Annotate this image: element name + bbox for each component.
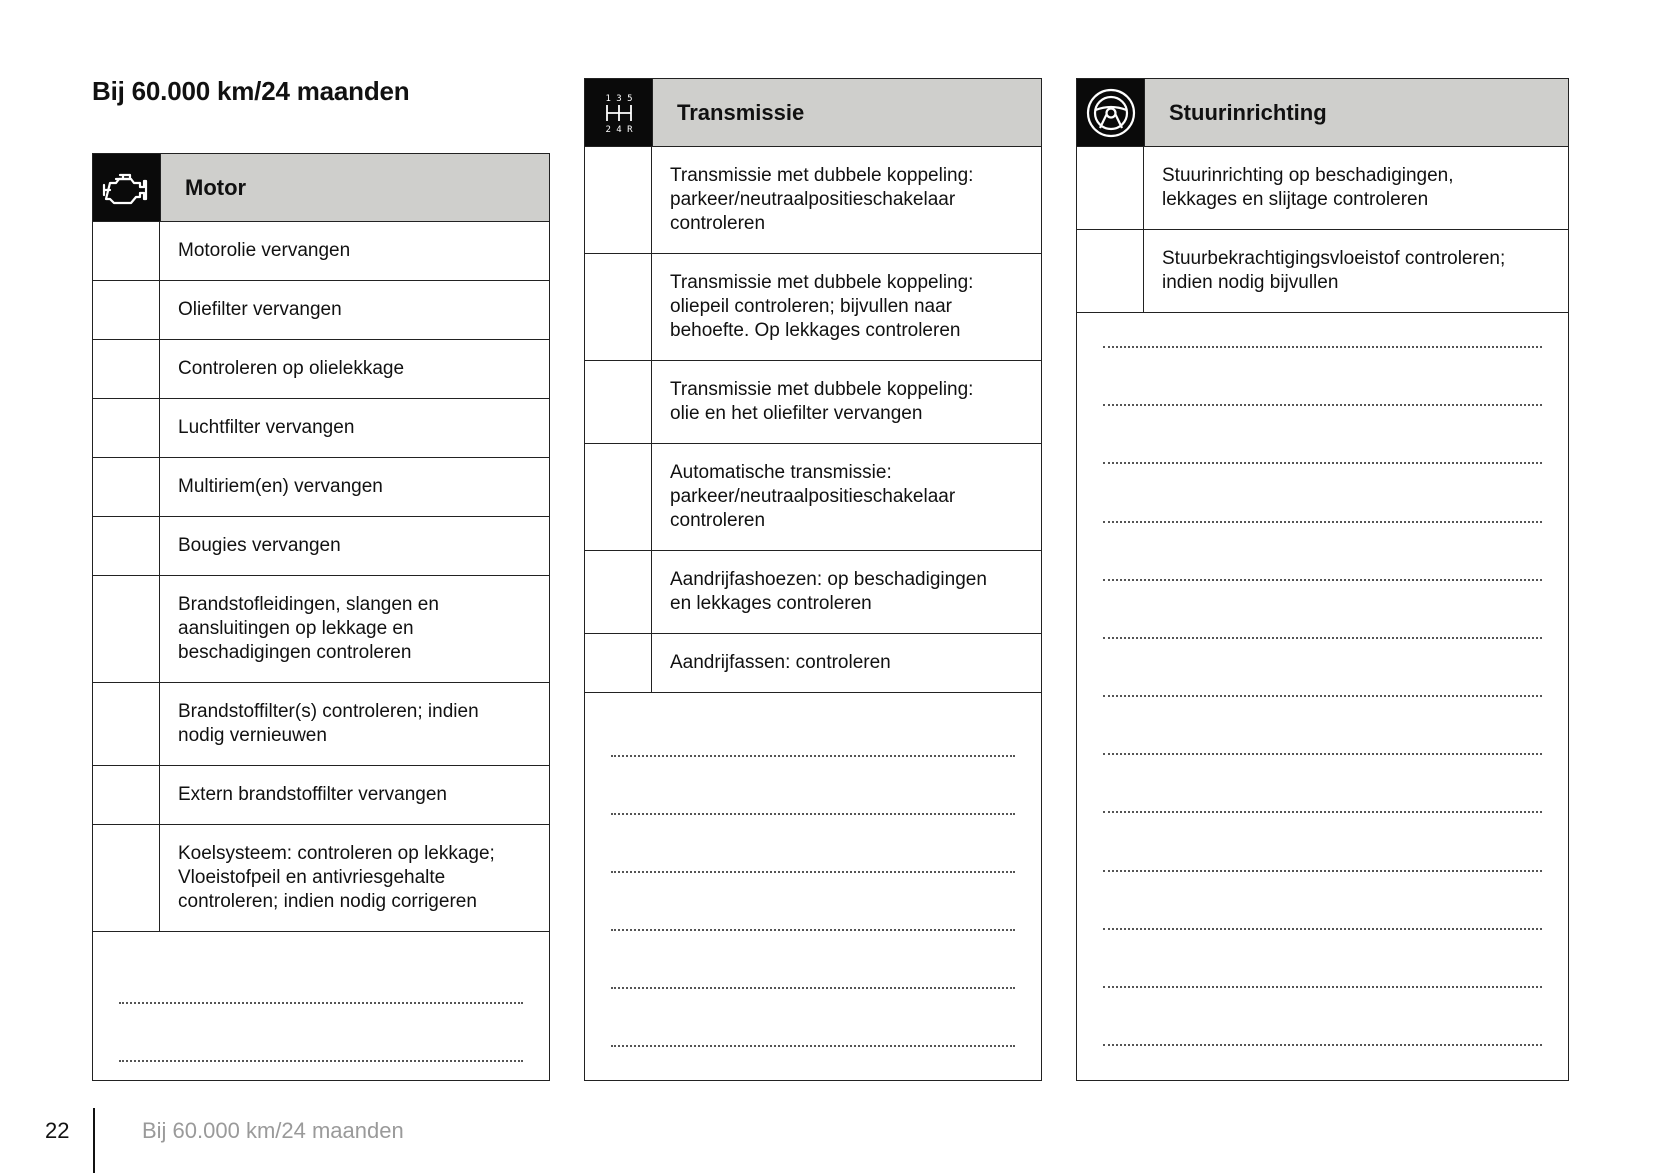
- stuurinrichting-panel: [1076, 78, 1569, 1081]
- note-line: [1103, 346, 1542, 348]
- checkbox-cell[interactable]: [93, 281, 160, 339]
- list-item: [93, 766, 549, 825]
- note-line: [611, 755, 1015, 757]
- gear-label-bottom: 2 4 R: [604, 124, 633, 135]
- transmissie-list: [585, 147, 1041, 693]
- item-text: Extern brandstoffilter vervangen: [178, 784, 447, 805]
- transmissie-header: [585, 79, 1041, 147]
- checkbox-cell[interactable]: [585, 147, 652, 253]
- checkbox-cell[interactable]: [93, 222, 160, 280]
- note-line: [1103, 1044, 1542, 1046]
- checkbox-cell[interactable]: [93, 825, 160, 931]
- item-text: Stuurinrichting op beschadigingen, lekkages en slijtage controleren: [1162, 165, 1454, 210]
- item-text: Aandrijfashoezen: op beschadigingen en lekkages controleren: [670, 569, 987, 614]
- item-text: Motorolie vervangen: [178, 240, 351, 261]
- gear-shift-icon: [585, 79, 653, 146]
- stuurinrichting-title: Stuurinrichting: [1169, 99, 1327, 125]
- note-line: [1103, 521, 1542, 523]
- item-text: Multiriem(en) vervangen: [178, 476, 383, 497]
- checkbox-cell[interactable]: [93, 517, 160, 575]
- note-line: [1103, 579, 1542, 581]
- item-text: Stuurbekrachtigingsvloeistof controleren; indien nodig bijvullen: [1162, 248, 1506, 293]
- stuurinrichting-list: [1077, 147, 1568, 313]
- note-line: [1103, 404, 1542, 406]
- item-text: Brandstoffilter(s) controleren; indien nodig vernieuwen: [178, 701, 479, 746]
- checkbox-cell[interactable]: [93, 576, 160, 682]
- list-item: [93, 281, 549, 340]
- note-line: [119, 1002, 523, 1004]
- motor-title: Motor: [185, 174, 247, 200]
- notes-area[interactable]: [1077, 313, 1568, 1078]
- list-item: [93, 825, 549, 932]
- item-text: Aandrijfassen: controleren: [670, 652, 891, 673]
- list-item: [93, 683, 549, 766]
- notes-area[interactable]: [585, 693, 1041, 1081]
- list-item: [1077, 147, 1568, 230]
- footer-title: Bij 60.000 km/24 maanden: [142, 1118, 404, 1143]
- list-item: [1077, 230, 1568, 313]
- checkbox-cell[interactable]: [1077, 230, 1144, 312]
- list-item: [585, 254, 1041, 361]
- note-line: [1103, 928, 1542, 930]
- item-text: Transmissie met dubbele koppeling: parkeer/neutraalpositieschakelaar controleren: [670, 165, 974, 234]
- item-text: Controleren op olielekkage: [178, 358, 405, 379]
- item-text: Luchtfilter vervangen: [178, 417, 355, 438]
- item-text: Koelsysteem: controleren op lekkage; Vloeistofpeil en antivriesgehalte controleren; indien nodig corrigeren: [178, 843, 495, 912]
- transmissie-panel: [584, 78, 1042, 1081]
- item-text: Bougies vervangen: [178, 535, 341, 556]
- checkbox-cell[interactable]: [585, 444, 652, 550]
- list-item: [585, 444, 1041, 551]
- motor-panel: [92, 153, 550, 1081]
- item-text: Brandstofleidingen, slangen en aansluitingen op lekkage en beschadigingen controleren: [178, 594, 439, 663]
- list-item: [93, 340, 549, 399]
- page-number: 22: [45, 1118, 70, 1143]
- note-line: [1103, 811, 1542, 813]
- item-text: Transmissie met dubbele koppeling: olie en het oliefilter vervangen: [670, 379, 974, 424]
- note-line: [611, 871, 1015, 873]
- note-line: [611, 987, 1015, 989]
- note-line: [1103, 753, 1542, 755]
- gear-label-top: 1 3 5: [604, 93, 633, 104]
- note-line: [119, 1060, 523, 1062]
- note-line: [1103, 986, 1542, 988]
- list-item: [93, 517, 549, 576]
- note-line: [611, 813, 1015, 815]
- checkbox-cell[interactable]: [585, 551, 652, 633]
- transmissie-title: Transmissie: [677, 99, 805, 125]
- checkbox-cell[interactable]: [585, 361, 652, 443]
- list-item: [585, 634, 1041, 693]
- footer-divider: [93, 1108, 95, 1173]
- list-item: [93, 222, 549, 281]
- note-line: [1103, 870, 1542, 872]
- note-line: [611, 929, 1015, 931]
- stuurinrichting-header: [1077, 79, 1568, 147]
- steering-wheel-icon: [1077, 79, 1145, 146]
- item-text: Oliefilter vervangen: [178, 299, 342, 320]
- checkbox-cell[interactable]: [585, 634, 652, 692]
- checkbox-cell[interactable]: [1077, 147, 1144, 229]
- item-text: Automatische transmissie: parkeer/neutraalpositieschakelaar controleren: [670, 462, 956, 531]
- note-line: [1103, 637, 1542, 639]
- note-line: [1103, 462, 1542, 464]
- list-item: [585, 147, 1041, 254]
- checkbox-cell[interactable]: [93, 458, 160, 516]
- page-title: Bij 60.000 km/24 maanden: [92, 76, 410, 106]
- list-item: [585, 361, 1041, 444]
- list-item: [93, 399, 549, 458]
- item-text: Transmissie met dubbele koppeling: oliepeil controleren; bijvullen naar behoefte. Op lekkages controleren: [670, 272, 974, 341]
- motor-header: [93, 154, 549, 222]
- list-item: [93, 458, 549, 517]
- list-item: [585, 551, 1041, 634]
- checkbox-cell[interactable]: [93, 399, 160, 457]
- motor-list: [93, 222, 549, 932]
- checkbox-cell[interactable]: [93, 340, 160, 398]
- engine-icon: [93, 154, 161, 221]
- list-item: [93, 576, 549, 683]
- checkbox-cell[interactable]: [585, 254, 652, 360]
- checkbox-cell[interactable]: [93, 766, 160, 824]
- note-line: [611, 1045, 1015, 1047]
- notes-area[interactable]: [93, 932, 549, 1080]
- checkbox-cell[interactable]: [93, 683, 160, 765]
- note-line: [1103, 695, 1542, 697]
